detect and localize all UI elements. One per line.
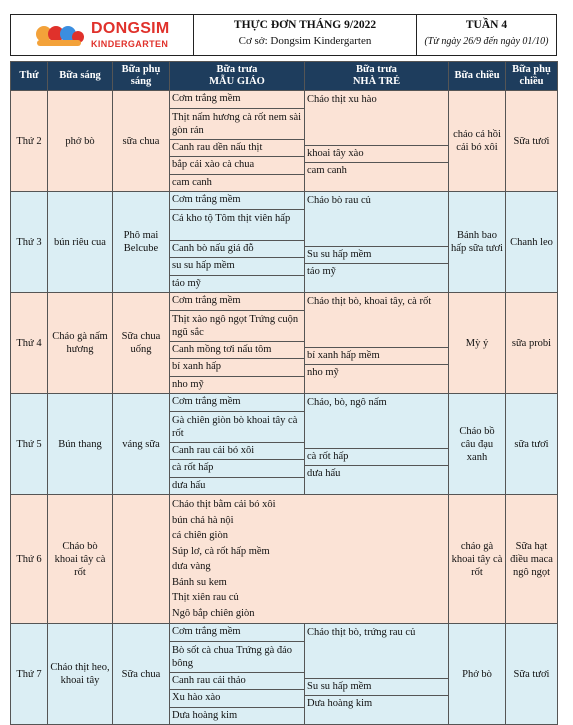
- snack-pm-cell: Sữa hạt điều maca ngô ngọt: [506, 495, 558, 624]
- nt-dessert: nho mỹ: [305, 364, 448, 382]
- nt-side-dish: cà rốt hấp: [305, 448, 448, 466]
- nt-dessert: táo mỹ: [305, 263, 448, 281]
- dish: nho mỹ: [172, 378, 204, 390]
- dish: Cơm trắng mềm: [170, 293, 304, 311]
- col-snack-afternoon: Bữa phụ chiều: [506, 62, 558, 91]
- dish: Canh rau cải thảo: [170, 673, 304, 691]
- day-row: [11, 192, 558, 293]
- school-logo: [11, 15, 194, 55]
- lunch-nt-cell: [305, 624, 449, 725]
- snack-cell: váng sữa: [113, 394, 170, 495]
- breakfast-cell: phở bò: [48, 91, 113, 192]
- snack-pm-cell: Chanh leo: [506, 192, 558, 293]
- afternoon-cell: Cháo bồ câu đạu xanh: [449, 394, 506, 495]
- dish: Gà chiên giòn bò khoai tây cà rốt: [170, 412, 304, 443]
- kids-logo-icon: [33, 23, 85, 49]
- dish: bắp cải xào cà chua: [170, 157, 304, 175]
- dish: Cháo thịt bằm cải bó xôi: [172, 499, 276, 510]
- date-range: (Từ ngày 26/9 đến ngày 01/10): [424, 36, 549, 47]
- menu-title: THỰC ĐƠN THÁNG 9/2022: [233, 19, 377, 31]
- day-cell: Thứ 5: [11, 394, 48, 495]
- col-snack-morning: Bữa phụ sáng: [113, 62, 170, 91]
- snack-cell: [113, 495, 170, 624]
- snack-pm-cell: Sữa tươi: [506, 624, 558, 725]
- dish: Canh bò nấu giá đỗ: [170, 241, 304, 259]
- breakfast-cell: Cháo bò khoai tây cà rốt: [48, 495, 113, 624]
- dish: Cơm trắng mềm: [170, 624, 304, 642]
- lunch-nt-cell: [305, 394, 449, 495]
- dish: cam canh: [172, 176, 212, 188]
- lunch-combined-cell: [170, 495, 449, 624]
- snack-cell: Phô mai Belcube: [113, 192, 170, 293]
- week-label: TUẦN 4: [465, 19, 508, 31]
- afternoon-cell: Bánh bao hấp sữa tươi: [449, 192, 506, 293]
- snack-pm-cell: Sữa tươi: [506, 91, 558, 192]
- dish: Canh mồng tơi nấu tôm: [170, 342, 304, 360]
- afternoon-cell: cháo cá hồi cải bó xôi: [449, 91, 506, 192]
- dish: táo mỹ: [172, 277, 201, 289]
- snack-pm-cell: sữa tươi: [506, 394, 558, 495]
- day-cell: Thứ 6: [11, 495, 48, 624]
- col-lunch-mg-label: MẪU GIÁO: [209, 76, 265, 87]
- breakfast-cell: Cháo gà nấm hương: [48, 293, 113, 394]
- nt-main-dish: Cháo thịt bò, trứng rau củ: [307, 627, 416, 638]
- dish: Canh rau dền nấu thịt: [170, 140, 304, 158]
- lunch-nt-cell: [305, 192, 449, 293]
- lunch-mg-cell: [170, 624, 305, 725]
- dish: Thịt xiên rau củ: [172, 592, 239, 603]
- lunch-mg-cell: [170, 91, 305, 192]
- col-lunch-mg: [170, 62, 305, 91]
- day-row: [11, 293, 558, 394]
- day-row: [11, 495, 558, 624]
- dish: Bánh su kem: [172, 576, 227, 588]
- title-block: [194, 15, 417, 55]
- day-row: [11, 394, 558, 495]
- dish: Cá kho tộ Tôm thịt viên hấp: [170, 210, 304, 241]
- week-block: [417, 15, 556, 55]
- nt-dessert: Dưa hoàng kim: [305, 695, 448, 713]
- col-lunch-label: Bữa trưa: [216, 64, 258, 75]
- day-cell: Thứ 2: [11, 91, 48, 192]
- col-lunch-nt-label: NHÀ TRẺ: [352, 76, 401, 87]
- dish: cà rốt hấp: [170, 460, 304, 478]
- day-cell: Thứ 4: [11, 293, 48, 394]
- nt-main-dish: Cháo thịt bò, khoai tây, cà rốt: [307, 296, 432, 307]
- breakfast-cell: Bún thang: [48, 394, 113, 495]
- dish: Súp lơ, cà rốt hấp mềm: [172, 545, 270, 557]
- col-day: Thứ: [11, 62, 48, 91]
- dish: dưa vàng: [172, 561, 211, 572]
- menu-table: [10, 61, 558, 725]
- day-row: [11, 624, 558, 725]
- nt-side-dish: bí xanh hấp mềm: [305, 347, 448, 365]
- col-lunch-nt: [305, 62, 449, 91]
- snack-cell: Sữa chua: [113, 624, 170, 725]
- afternoon-cell: cháo gà khoai tây cà rốt: [449, 495, 506, 624]
- breakfast-cell: bún riêu cua: [48, 192, 113, 293]
- header-row: [11, 62, 558, 91]
- dish: Thịt nấm hương cà rốt nem sài gòn rán: [170, 109, 304, 140]
- nt-main-dish: Cháo bò rau củ: [307, 195, 371, 206]
- dish: Bò sốt cà chua Trứng gà đảo bông: [170, 642, 304, 673]
- snack-pm-cell: sữa probi: [506, 293, 558, 394]
- lunch-mg-cell: [170, 394, 305, 495]
- lunch-mg-cell: [170, 192, 305, 293]
- dish: bún chả hà nội: [172, 514, 234, 526]
- col-lunch-label: Bữa trưa: [356, 64, 397, 75]
- col-breakfast: Bữa sáng: [48, 62, 113, 91]
- facility-name: Cơ sở: Dongsim Kindergarten: [238, 35, 372, 47]
- dish: Thịt xào ngô ngọt Trứng cuộn ngũ sắc: [170, 311, 304, 342]
- day-cell: Thứ 3: [11, 192, 48, 293]
- menu-header: [10, 14, 557, 56]
- nt-main-dish: Cháo, bò, ngô nấm: [307, 397, 387, 408]
- afternoon-cell: Mỳ ý: [449, 293, 506, 394]
- day-cell: Thứ 7: [11, 624, 48, 725]
- dish: Dưa hoàng kim: [172, 709, 238, 721]
- nt-dessert: dưa hấu: [305, 465, 448, 483]
- nt-side-dish: Su su hấp mềm: [305, 246, 448, 264]
- dish: bí xanh hấp: [170, 359, 304, 377]
- snack-cell: sữa chua: [113, 91, 170, 192]
- col-afternoon: Bữa chiều: [449, 62, 506, 91]
- dish: Cơm trắng mềm: [170, 192, 304, 210]
- snack-cell: Sữa chua uống: [113, 293, 170, 394]
- day-row: [11, 91, 558, 192]
- dish: Ngô bắp chiên giòn: [172, 607, 255, 619]
- lunch-mg-cell: [170, 293, 305, 394]
- dish: Cơm trắng mềm: [170, 91, 304, 109]
- brand-main: DONGSIM: [91, 20, 170, 37]
- dish: Xu hào xào: [170, 690, 304, 708]
- lunch-nt-cell: [305, 91, 449, 192]
- nt-dessert: cam canh: [305, 162, 448, 180]
- lunch-nt-cell: [305, 293, 449, 394]
- brand-sub: KINDERGARTEN: [91, 39, 169, 49]
- breakfast-cell: Cháo thịt heo, khoai tây: [48, 624, 113, 725]
- nt-main-dish: Cháo thịt xu hào: [307, 94, 377, 105]
- nt-side-dish: Su su hấp mềm: [305, 678, 448, 696]
- dish: dưa hấu: [172, 479, 206, 491]
- nt-side-dish: khoai tây xào: [305, 145, 448, 163]
- afternoon-cell: Phở bò: [449, 624, 506, 725]
- dish: cá chiên giòn: [172, 530, 228, 541]
- dish: su su hấp mềm: [170, 258, 304, 276]
- dish: Canh rau cải bó xôi: [170, 443, 304, 461]
- dish: Cơm trắng mềm: [170, 394, 304, 412]
